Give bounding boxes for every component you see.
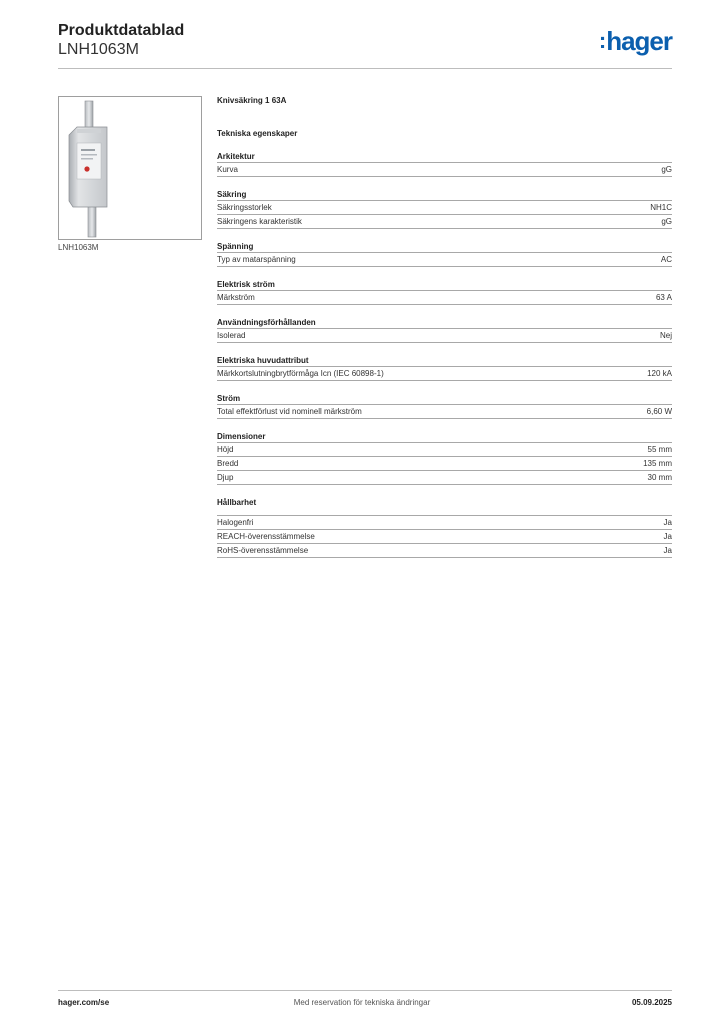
section-title: Elektrisk ström <box>217 280 275 289</box>
spec-label: Total effektförlust vid nominell märkström <box>217 407 362 416</box>
spec-row <box>217 162 672 177</box>
spec-label: Märkkortslutningbrytförmåga Icn (IEC 60898-1) <box>217 369 384 378</box>
spec-value: 63 A <box>655 293 672 302</box>
logo-dots-icon: : <box>598 28 606 53</box>
spec-row <box>217 456 672 470</box>
spec-row <box>217 515 672 529</box>
spec-label: Säkringsstorlek <box>217 203 272 212</box>
footer-website-link[interactable]: hager.com/se <box>58 998 110 1007</box>
section-title: Dimensioner <box>217 432 266 441</box>
spec-value: AC <box>660 255 672 264</box>
section-title: Hållbarhet <box>217 498 257 507</box>
section-dimensioner <box>217 431 672 485</box>
section-title: Spänning <box>217 242 254 251</box>
section-hallbarhet <box>217 497 672 558</box>
spec-value: Ja <box>663 532 672 541</box>
spec-value: gG <box>661 217 672 226</box>
spec-label: Typ av matarspänning <box>217 255 296 264</box>
spec-value: gG <box>661 165 672 174</box>
product-code: LNH1063M <box>58 41 139 58</box>
product-name: Knivsäkring 1 63A <box>217 96 287 105</box>
section-elektrisk-strom <box>217 279 672 305</box>
specs-panel <box>217 96 672 558</box>
section-strom <box>217 393 672 419</box>
spec-row <box>217 470 672 485</box>
spec-value: Ja <box>663 546 672 555</box>
logo-text: hager <box>606 26 672 56</box>
spec-label: Höjd <box>217 445 234 454</box>
section-title: Arkitektur <box>217 152 255 161</box>
spec-value: 120 kA <box>647 369 672 378</box>
footer-note: Med reservation för tekniska ändringar <box>293 998 431 1007</box>
spec-label: REACH-överensstämmelse <box>217 532 315 541</box>
section-title: Säkring <box>217 190 247 199</box>
section-title: Elektriska huvudattribut <box>217 356 309 365</box>
spec-label: Djup <box>217 473 234 482</box>
spec-value: 55 mm <box>647 445 672 454</box>
spec-value: 135 mm <box>643 459 672 468</box>
spec-label: Bredd <box>217 459 239 468</box>
footer-date: 05.09.2025 <box>631 998 672 1007</box>
spec-label: Halogenfri <box>217 518 254 527</box>
spec-label: Märkström <box>217 293 255 302</box>
product-image <box>58 96 202 240</box>
image-caption: LNH1063M <box>58 243 99 252</box>
document-header <box>58 22 184 59</box>
fuse-illustration-icon <box>59 97 201 239</box>
section-title: Användningsförhållanden <box>217 318 316 327</box>
spec-row <box>217 252 672 267</box>
spec-row <box>217 529 672 543</box>
footer-divider <box>58 990 672 991</box>
document-title: Produktdatablad <box>58 22 185 39</box>
spec-value: NH1C <box>650 203 672 212</box>
section-arkitektur <box>217 151 672 177</box>
spec-row <box>217 543 672 558</box>
spec-row <box>217 404 672 419</box>
spec-value: 6,60 W <box>646 407 672 416</box>
spec-row <box>217 366 672 381</box>
spec-row <box>217 200 672 214</box>
spec-row <box>217 290 672 305</box>
section-anvandningsforhallanden <box>217 317 672 343</box>
section-title: Ström <box>217 394 241 403</box>
section-elektriska-huvudattribut <box>217 355 672 381</box>
specs-heading: Tekniska egenskaper <box>217 129 298 138</box>
spec-value: 30 mm <box>647 473 672 482</box>
spec-row <box>217 328 672 343</box>
spec-label: Säkringens karakteristik <box>217 217 302 226</box>
section-sakring <box>217 189 672 229</box>
hager-logo <box>599 26 672 56</box>
spec-row <box>217 442 672 456</box>
spec-value: Ja <box>663 518 672 527</box>
header-divider <box>58 68 672 69</box>
section-spanning <box>217 241 672 267</box>
spec-label: RoHS-överensstämmelse <box>217 546 309 555</box>
spec-value: Nej <box>659 331 672 340</box>
spec-label: Isolerad <box>217 331 246 340</box>
spec-row <box>217 214 672 229</box>
spec-label: Kurva <box>217 165 238 174</box>
